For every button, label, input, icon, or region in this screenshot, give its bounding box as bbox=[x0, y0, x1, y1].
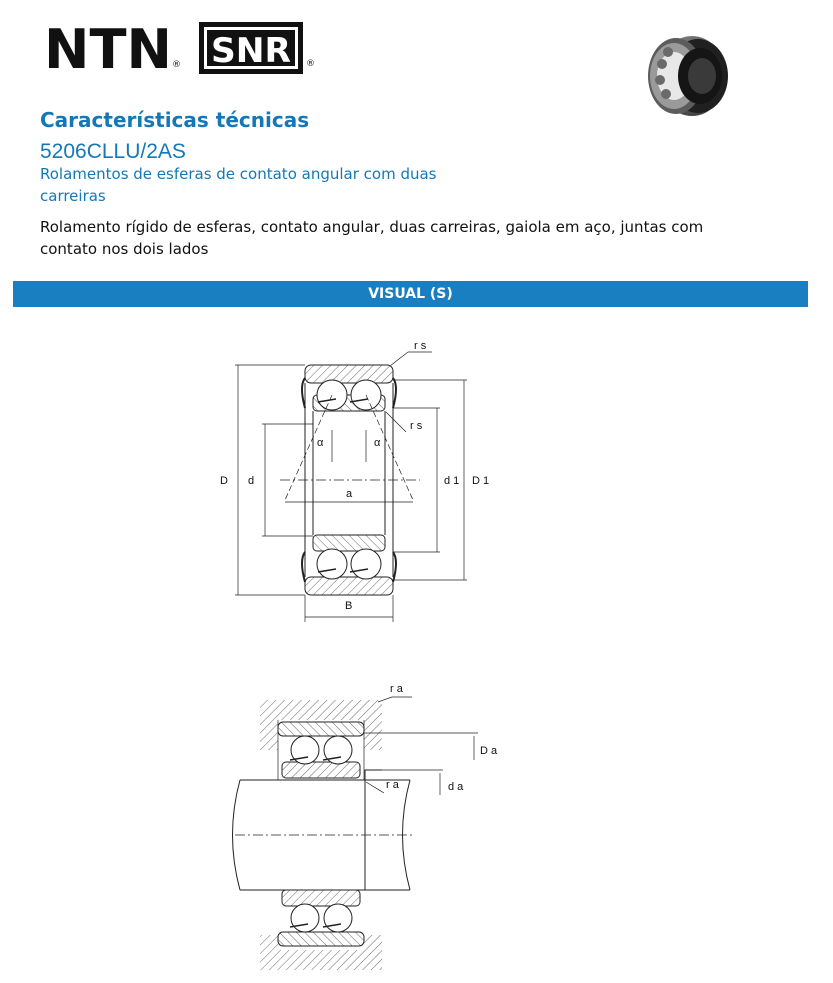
label-da: d a bbox=[448, 781, 464, 793]
label-d: d bbox=[248, 475, 255, 487]
product-code: 5206CLLU/2AS bbox=[40, 140, 186, 163]
label-B: B bbox=[345, 600, 353, 612]
label-d1: d 1 bbox=[444, 475, 460, 487]
ntn-logo-text: NTN bbox=[44, 20, 172, 72]
bearing-section-drawing bbox=[235, 352, 467, 622]
label-ra-side: r a bbox=[386, 779, 399, 791]
label-alpha-left: α bbox=[317, 437, 324, 449]
snr-logo-text: SNR bbox=[211, 31, 291, 71]
product-description: Rolamento rígido de esferas, contato angular, duas carreiras, gaiola em aço, juntas com contato nos dois lados bbox=[40, 218, 704, 258]
label-ra-top: r a bbox=[390, 683, 403, 695]
label-alpha-right: α bbox=[374, 437, 381, 449]
label-Da: D a bbox=[480, 745, 498, 757]
registered-mark: ® bbox=[172, 60, 181, 70]
page-title: Características técnicas bbox=[40, 108, 310, 132]
label-D1: D 1 bbox=[472, 475, 490, 487]
mounting-drawing bbox=[233, 697, 479, 970]
label-a: a bbox=[346, 488, 353, 500]
section-bar-visual: VISUAL (S) bbox=[13, 281, 808, 307]
product-category: Rolamentos de esferas de contato angular com duas carreiras bbox=[40, 165, 437, 205]
svg-text:®: ® bbox=[306, 59, 315, 69]
label-D: D bbox=[220, 475, 228, 487]
label-rs-top: r s bbox=[414, 340, 427, 352]
label-rs-side: r s bbox=[410, 420, 423, 432]
